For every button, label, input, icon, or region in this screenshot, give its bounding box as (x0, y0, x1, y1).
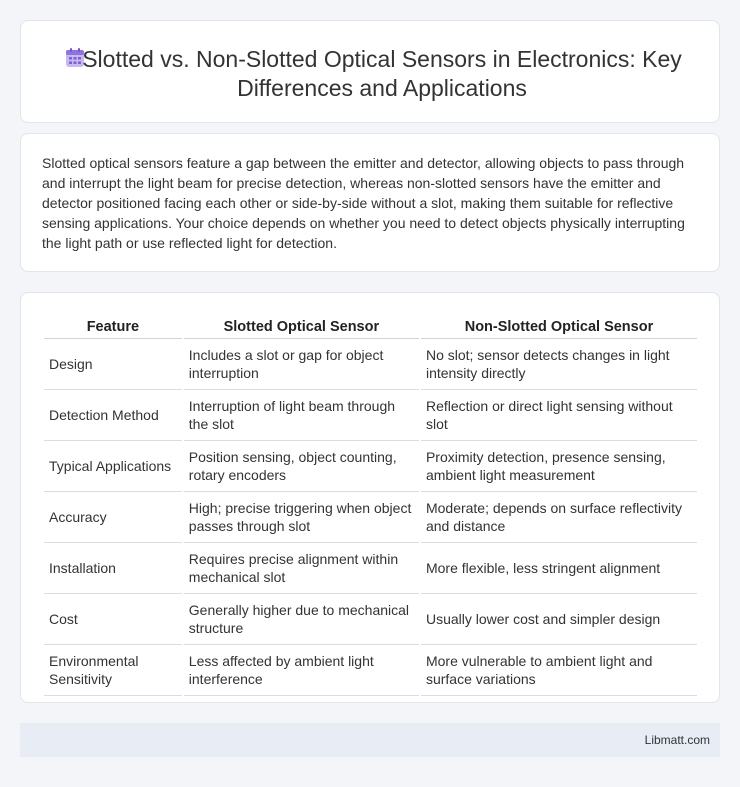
table-cell: No slot; sensor detects changes in light intensity directly (421, 339, 697, 390)
table-row (44, 339, 697, 390)
table-cell: Requires precise alignment within mechanical slot (184, 543, 419, 594)
page-title-text: Slotted vs. Non-Slotted Optical Sensors in Electronics: Key Differences and Applications (82, 46, 682, 101)
table-cell: Accuracy (44, 492, 182, 543)
table-cell: Moderate; depends on surface reflectivity and distance (421, 492, 697, 543)
table-cell: Cost (44, 594, 182, 645)
table-cell: Reflection or direct light sensing without slot (421, 390, 697, 441)
table-cell: Less affected by ambient light interference (184, 645, 419, 696)
table-cell: More vulnerable to ambient light and surface variations (421, 645, 697, 696)
table-cell: More flexible, less stringent alignment (421, 543, 697, 594)
table-cell: Interruption of light beam through the slot (184, 390, 419, 441)
comparison-table (42, 315, 699, 696)
table-cell: High; precise triggering when object passes through slot (184, 492, 419, 543)
summary-card (20, 133, 720, 272)
table-cell: Proximity detection, presence sensing, ambient light measurement (421, 441, 697, 492)
table-header-row (44, 315, 697, 339)
table-cell: Detection Method (44, 390, 182, 441)
page-title (21, 45, 719, 103)
column-header-slotted: Slotted Optical Sensor (184, 315, 419, 339)
table-row (44, 594, 697, 645)
table-row (44, 390, 697, 441)
column-header-feature: Feature (44, 315, 182, 339)
table-row (44, 543, 697, 594)
footer-site-link[interactable]: Libmatt.com (644, 733, 710, 747)
table-cell: Includes a slot or gap for object interruption (184, 339, 419, 390)
footer-bar (20, 723, 720, 757)
title-card (20, 20, 720, 123)
table-row (44, 441, 697, 492)
column-header-non-slotted: Non-Slotted Optical Sensor (421, 315, 697, 339)
table-cell: Design (44, 339, 182, 390)
table-cell: Generally higher due to mechanical structure (184, 594, 419, 645)
summary-paragraph: Slotted optical sensors feature a gap between the emitter and detector, allowing objects to pass through and interrupt the light beam for precise detection, whereas non-slotted sensors have the emitter and detector positioned facing each other or side-by-side without a slot, making them suitable for reflective sensing applications. Your choice depends on whether you need to detect objects physically interrupting the light path or use reflected light for detection. (42, 155, 685, 251)
table-cell: Position sensing, object counting, rotary encoders (184, 441, 419, 492)
table-cell: Typical Applications (44, 441, 182, 492)
table-cell: Usually lower cost and simpler design (421, 594, 697, 645)
table-row (44, 645, 697, 696)
table-cell: Environmental Sensitivity (44, 645, 182, 696)
comparison-table-card (20, 292, 720, 703)
table-cell: Installation (44, 543, 182, 594)
table-row (44, 492, 697, 543)
